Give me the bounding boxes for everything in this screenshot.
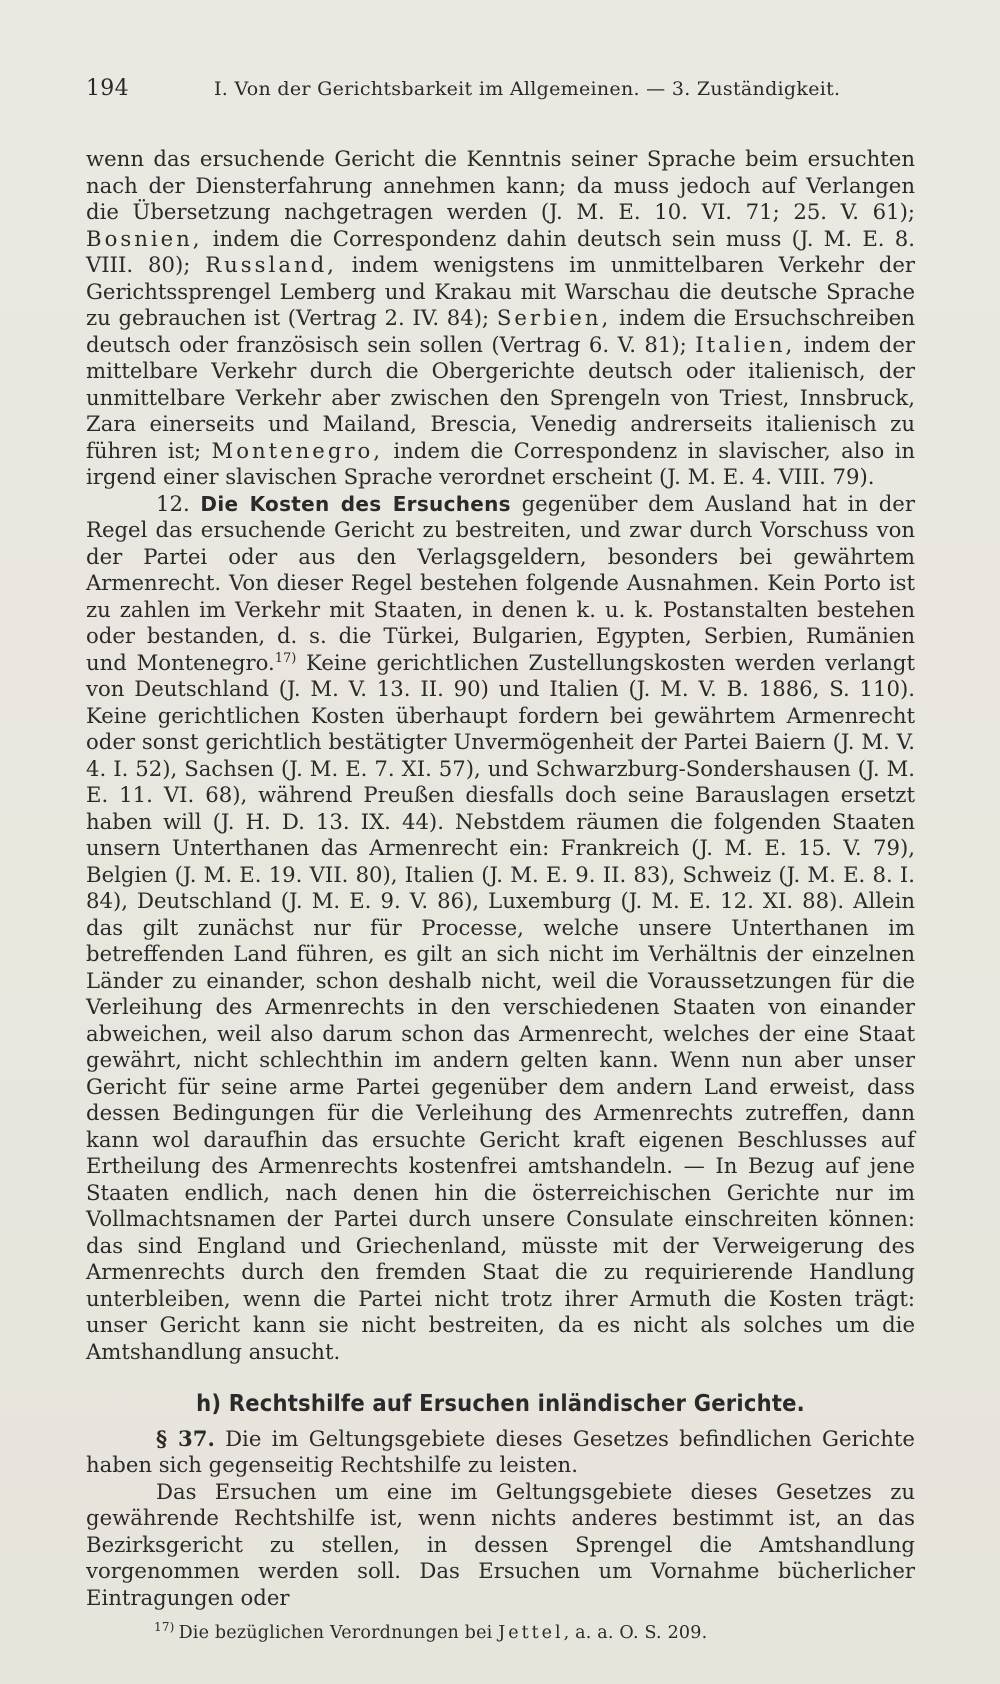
text-run: wenn das ersuchende Gericht die Kenntnis seiner Sprache beim ersuchten nach der Diensterfahrung annehmen kann; da muss jedoch auf Verlangen die Übersetzung nachgetragen werden (J. M. E. 10. VI. 71; 25. V. 61); <box>86 146 915 224</box>
footnote <box>86 1620 915 1643</box>
footnote-reference[interactable]: 17) <box>274 650 297 666</box>
text-run: indem die Ersuchschreiben deutsch oder französisch sein sollen (Vertrag 6. V. 81); <box>86 305 915 357</box>
section-subheading: h) Rechtshilfe auf Ersuchen inländischer Gerichte. <box>196 1391 805 1417</box>
inline-heading: Die Kosten des Ersuchens <box>200 491 511 516</box>
running-title: I. Von der Gerichtsbarkeit im Allgemeinen. — 3. Zuständigkeit. <box>214 78 841 100</box>
item-number: 12. <box>156 490 190 516</box>
spaced-author-name: Jettel <box>498 1623 564 1643</box>
page-number: 194 <box>86 76 129 101</box>
text-run: indem die Correspondenz in slavischer, also in irgend einer slavischen Sprache verordnet erscheint (J. M. E. 4. VIII. 79). <box>86 437 916 489</box>
text-run: , a. a. O. S. 209. <box>563 1623 708 1643</box>
section-number: § 37. <box>156 1425 215 1451</box>
paragraph-costs <box>86 491 915 1366</box>
text-run: indem der mittelbare Verkehr durch die Obergerichte deutsch oder italienisch, der unmittelbare Verkehr aber zwischen den Sprengeln von Triest, Innsbruck, Zara einerseits und Mailand, Brescia, Venedig andrerseits italienisch zu führen ist; <box>86 331 915 463</box>
page-header <box>86 76 915 116</box>
paragraph-request <box>86 1479 915 1612</box>
spaced-country-name: Bosnien, <box>86 225 203 251</box>
paragraph-language-rules <box>86 146 915 491</box>
spaced-country-name: Serbien, <box>496 305 612 330</box>
text-run: Die bezüglichen Verordnungen bei <box>178 1623 499 1643</box>
paragraph-section-37 <box>86 1426 915 1479</box>
spaced-country-name: Italien, <box>695 331 796 357</box>
text-run: Die im Geltungsgebiete dieses Gesetzes befindlichen Gerichte haben sich gegenseitig Rechtshilfe zu leisten. <box>86 1425 915 1477</box>
body-text <box>86 146 915 1611</box>
text-run: Keine gerichtlichen Zustellungskosten werden verlangt von Deutschland (J. M. V. 13. II. 90) und Italien (J. M. V. B. 1886, S. 110). Keine gerichtlichen Kosten überhaupt fordern bei gewährtem Armenrecht oder sonst gerichtlich bestätigter Unvermögenheit der Partei Baiern (J. M. V. 4. I. 52), Sachsen (J. M. E. 7. XI. 57), und Schwarzburg-Sondershausen (J. M. E. 11. VI. 68), während Preußen diesfalls doch seine Barauslagen ersetzt haben will (J. H. D. 13. IX. 44). Nebstdem räumen die folgenden Staaten unsern Unterthanen das Armenrecht ein: Frankreich (J. M. E. 15. V. 79), Belgien (J. M. E. 19. VII. 80), Italien (J. M. E. 9. II. 83), Schweiz (J. M. E. 8. I. 84), Deutschland (J. M. E. 9. V. 86), Luxemburg (J. M. E. 12. XI. 88). Allein das gilt zunächst nur für Processe, welche unsere Unterthanen im betreffenden Land führen, es gilt an sich nicht im Verhältnis der einzelnen Länder zu einander, schon deshalb nicht, weil die Voraussetzungen für die Verleihung des Armenrechts in den verschiedenen Staaten von einander abweichen, weil also darum schon das Armenrecht, welches der eine Staat gewährt, nicht schlechthin im andern gelten kann. Wenn nun aber unser Gericht für seine arme Partei gegenüber dem andern Land erweist, dass dessen Bedingungen für die Verleihung des Armenrechts zutreffen, dann kann wol daraufhin das ersuchte Gericht kraft eigenen Beschlusses auf Ertheilung des Armenrechts kostenfrei amtshandeln. — In Bezug auf jene Staaten endlich, nach denen hin die österreichischen Gerichte nur im Vollmachtsnamen der Partei durch unsere Consulate einschreiten können: das sind England und Griechenland, müsste mit der Verweigerung des Armenrechts durch den fremden Staat die zu requirierende Handlung unterbleiben, wenn die Partei nicht trotz ihrer Armuth die Kosten trägt: unser Gericht kann sie nicht bestreiten, da es nicht als solches um die Amtshandlung ansucht. <box>86 649 915 1364</box>
text-run: indem die Correspondenz dahin deutsch sein muss (J. M. E. 8. VIII. 80); <box>86 225 915 277</box>
footnote-number: 17) <box>154 1620 175 1635</box>
text-run: indem wenigstens im unmittelbaren Verkehr der Gerichtssprengel Lemberg und Krakau mit Warschau die deutsche Sprache zu gebrauchen ist (Vertrag 2. IV. 84); <box>86 252 915 330</box>
text-run: Das Ersuchen um eine im Geltungsgebiete dieses Gesetzes zu gewährende Rechtshilfe ist, wenn nichts anderes bestimmt ist, an das Bezirksgericht zu stellen, in dessen Sprengel die Amtshandlung vorgenommen werden soll. Das Ersuchen um Vornahme bücherlicher Eintragungen oder <box>86 1478 915 1610</box>
spaced-country-name: Russland, <box>205 252 337 277</box>
spaced-country-name: Montenegro, <box>211 437 384 463</box>
text-run: gegenüber dem Ausland hat in der Regel das ersuchende Gericht zu bestreiten, und zwar durch Vorschuss von der Partei oder aus den Verlagsgeldern, besonders bei gewährtem Armenrecht. Von dieser Regel bestehen folgende Ausnahmen. Kein Porto ist zu zahlen im Verkehr mit Staaten, in denen k. u. k. Postanstalten bestehen oder bestanden, d. s. die Türkei, Bulgarien, Egypten, Serbien, Rumänien und Montenegro. <box>86 490 915 675</box>
